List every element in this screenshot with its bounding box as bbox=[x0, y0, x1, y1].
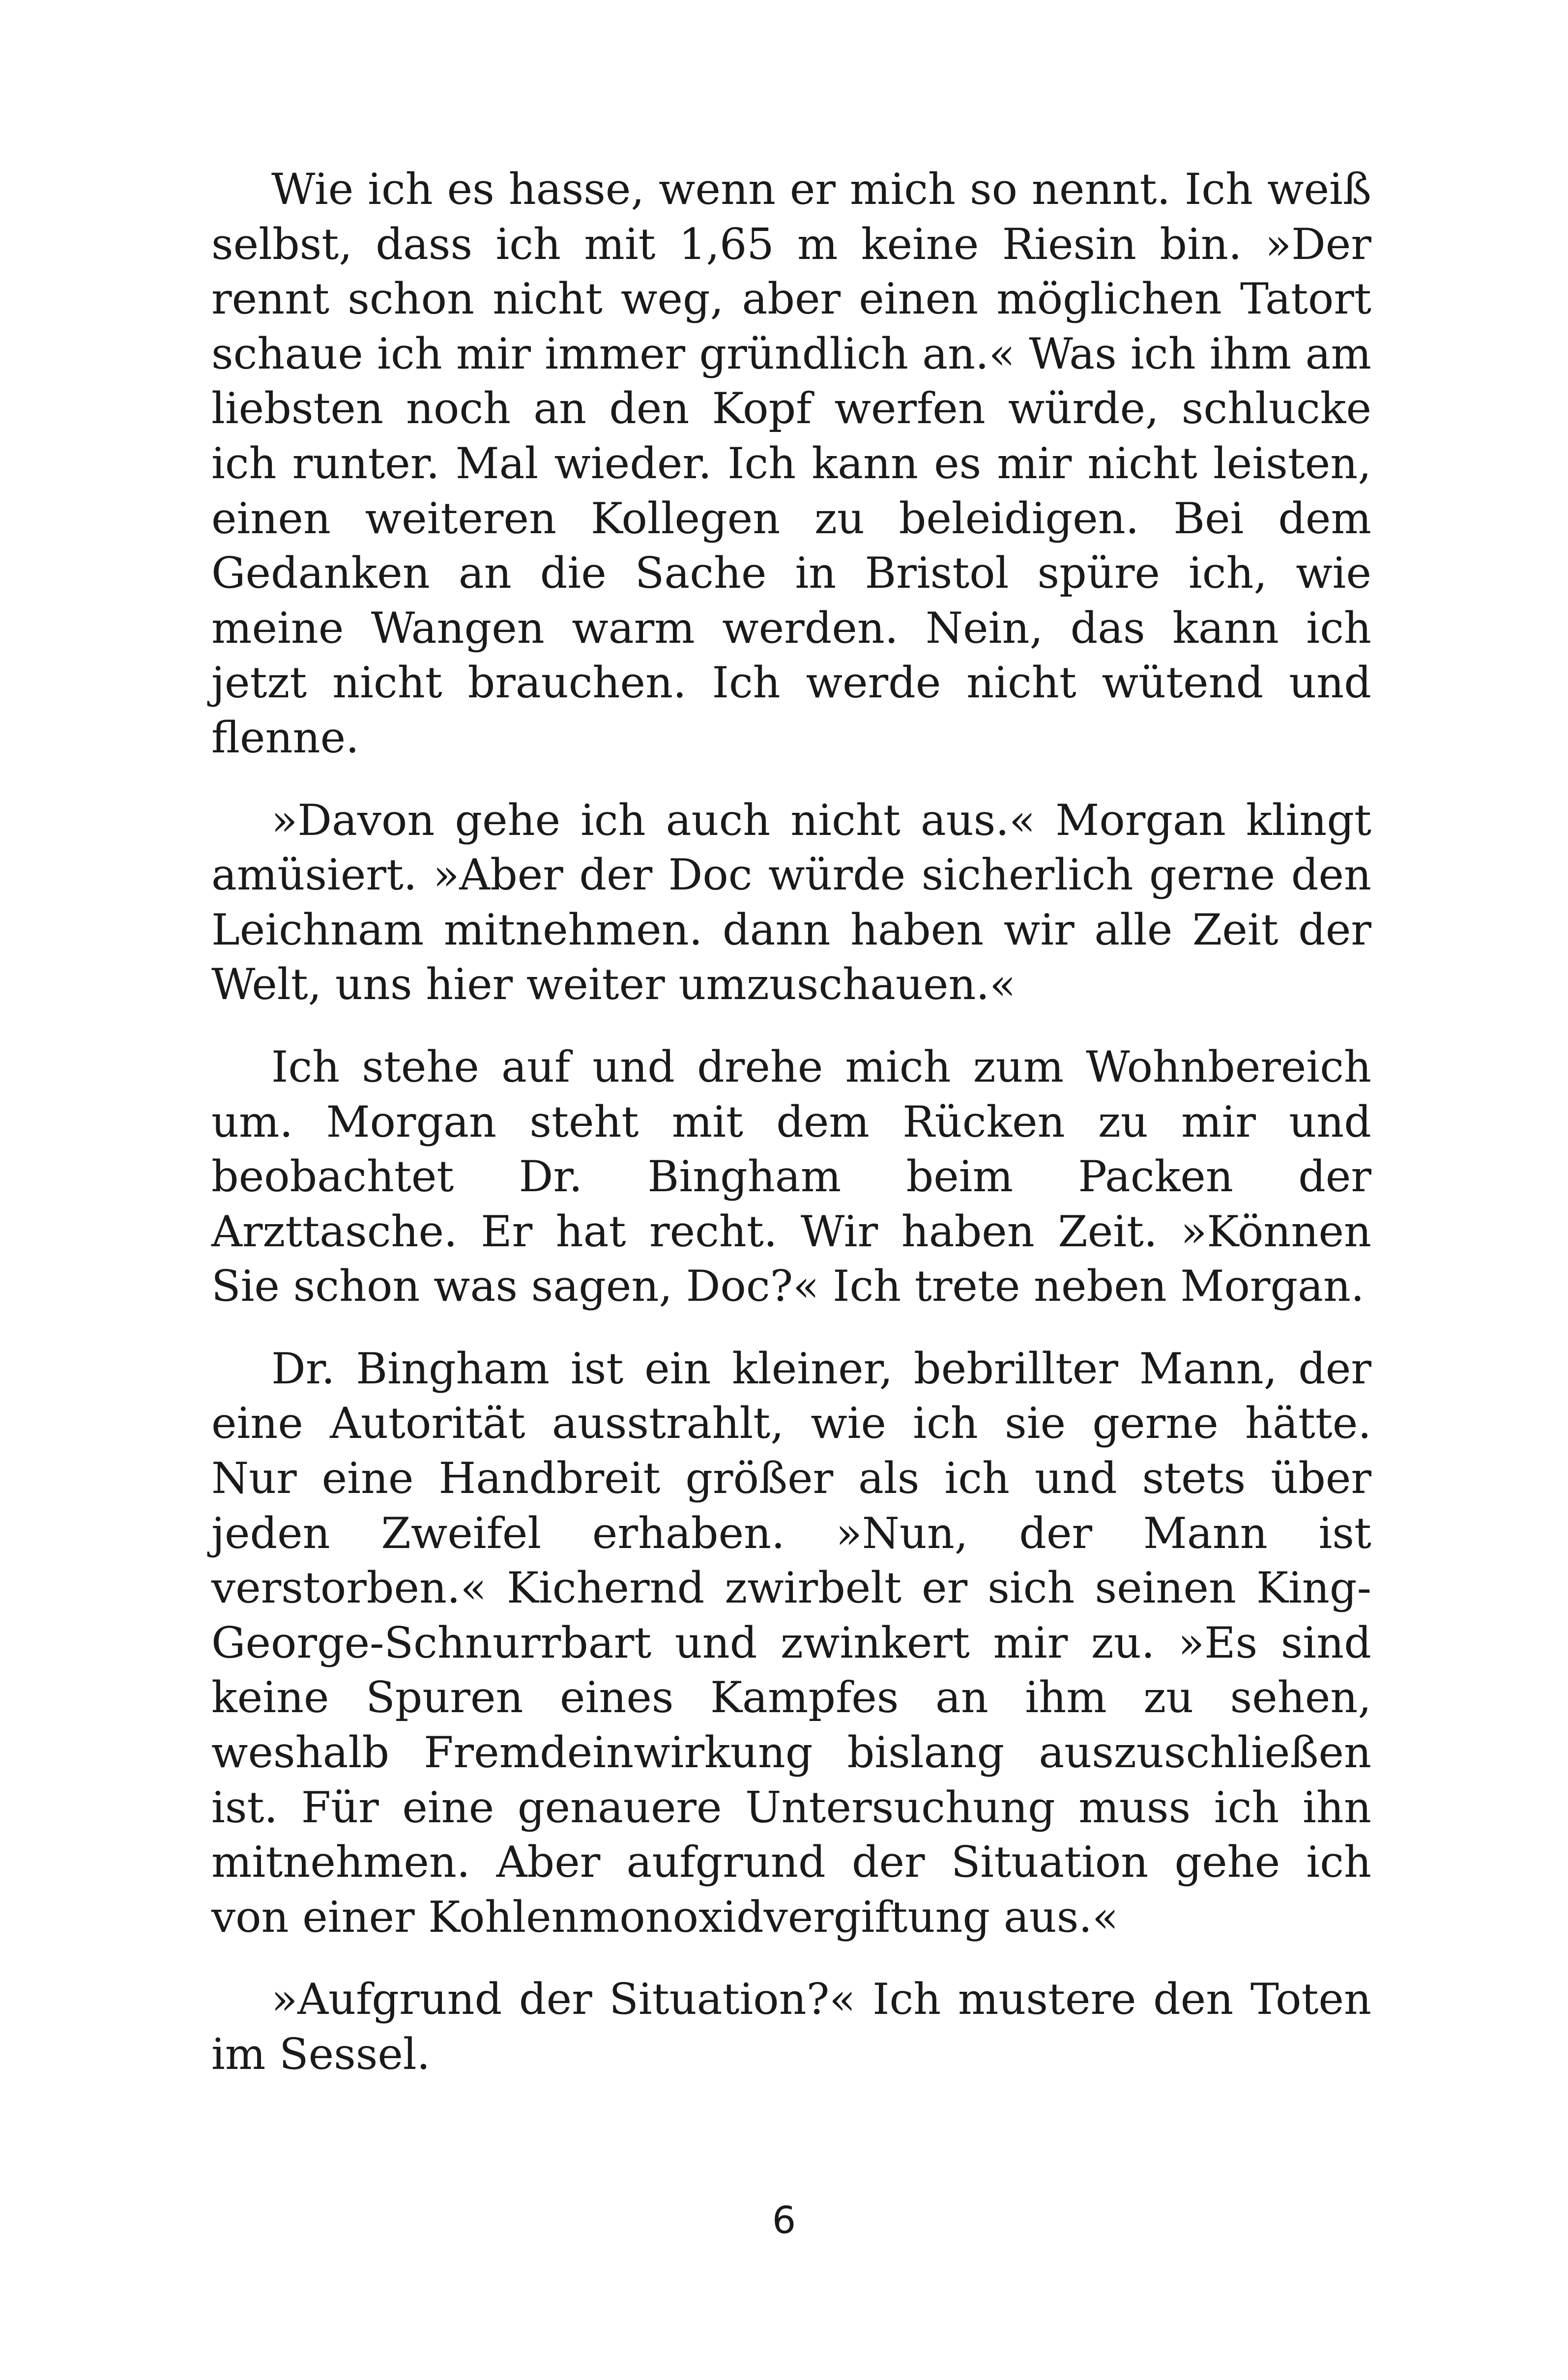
body-text bbox=[211, 162, 1371, 2110]
paragraph-1: Wie ich es hasse, wenn er mich so nennt. Ich weiß selbst, dass ich mit 1,65 m keine Riesin bin. »Der rennt schon nicht weg, aber einen möglichen Tatort schaue ich mir immer gründlich an.« Was ich ihm am liebsten noch an den Kopf werfen würde, schlucke ich runter. Mal wieder. Ich kann es mir nicht leisten, einen weiteren Kollegen zu beleidigen. Bei dem Gedanken an die Sache in Bristol spüre ich, wie meine Wangen warm werden. Nein, das kann ich jetzt nicht brauchen. Ich werde nicht wütend und flenne. bbox=[211, 164, 1371, 763]
paragraph-3: Ich stehe auf und drehe mich zum Wohnbereich um. Morgan steht mit dem Rücken zu mir und beobachtet Dr. Bingham beim Packen der Arzttasche. Er hat recht. Wir haben Zeit. »Können Sie schon was sagen, Doc?« Ich trete neben Morgan. bbox=[211, 1041, 1371, 1312]
page-number: 6 bbox=[772, 2198, 796, 2242]
paragraph-2: »Davon gehe ich auch nicht aus.« Morgan klingt amüsiert. »Aber der Doc würde sicherlich gerne den Leichnam mitnehmen. dann haben wir alle Zeit der Welt, uns hier weiter umzuschauen.« bbox=[211, 795, 1371, 1010]
paragraph-4: Dr. Bingham ist ein kleiner, bebrillter Mann, der eine Autorität ausstrahlt, wie ich sie gerne hätte. Nur eine Handbreit größer als ich und stets über jeden Zweifel erhaben. »Nun, der Mann ist verstorben.« Kichernd zwirbelt er sich seinen King-George-Schnurrbart und zwinkert mir zu. »Es sind keine Spuren eines Kampfes an ihm zu sehen, weshalb Fremdeinwirkung bislang auszuschließen ist. Für eine genauere Untersuchung muss ich ihn mitnehmen. Aber aufgrund der Situation gehe ich von einer Kohlenmonoxidvergiftung aus.« bbox=[211, 1343, 1371, 1942]
paragraph-5: »Aufgrund der Situation?« Ich mustere den Toten im Sessel. bbox=[211, 1974, 1371, 2079]
